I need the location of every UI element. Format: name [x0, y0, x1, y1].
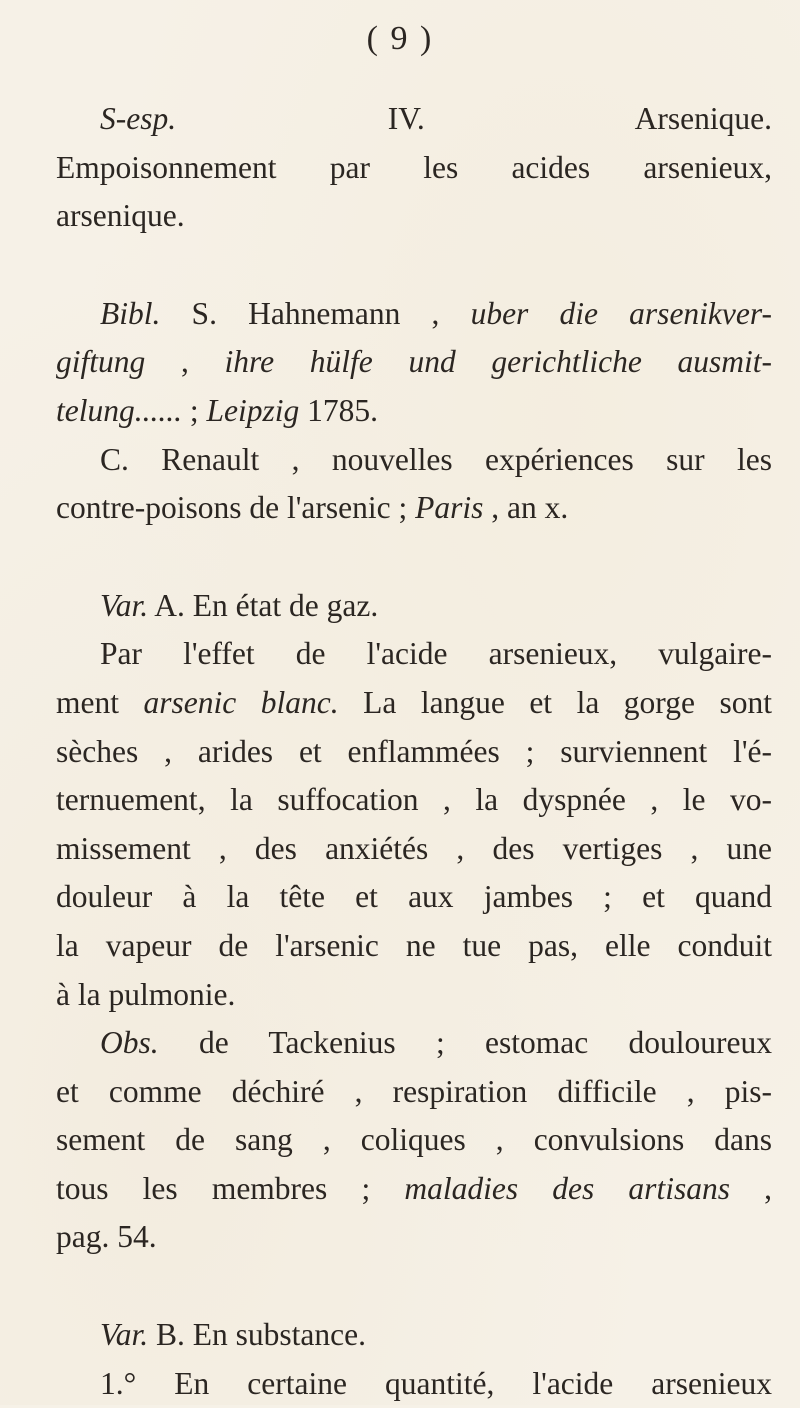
paragraph-gap [56, 533, 772, 582]
paragraph-gap [56, 1262, 772, 1311]
body-text [56, 95, 772, 1408]
species-heading: S-esp. IV. Arsenique. [100, 101, 772, 136]
variety-heading: Var. B. En substance. [100, 1317, 366, 1353]
bibliography-line: giftung , ihre hülfe und gerichtliche ausmit- [56, 344, 773, 380]
page-number: ( 9 ) [366, 20, 434, 57]
text-line: missement , des anxiétés , des vertiges , une [56, 830, 772, 866]
bibliography-line: Bibl. S. Hahnemann , uber die arsenikver- [100, 295, 772, 331]
paragraph-gap [56, 241, 772, 290]
text-line: ment arsenic blanc. La langue et la gorge sont [56, 684, 772, 720]
bibliography-line: contre-poisons de l'arsenic ; Paris , an x. [56, 490, 569, 526]
text-line: à la pulmonie. [56, 976, 236, 1012]
text-line: 1.° En certaine quantité, l'acide arsenieux [100, 1365, 772, 1401]
text-line: sement de sang , coliques , convulsions dans [56, 1122, 772, 1158]
bibliography-line: telung...... ; Leipzig 1785. [56, 392, 379, 428]
text-line: pag. 54. [56, 1219, 157, 1255]
text-line: et comme déchiré , respiration difficile , pis- [56, 1073, 772, 1109]
text-line: tous les membres ; maladies des artisans , [56, 1170, 773, 1206]
text-line: arsenique. [56, 198, 185, 234]
bibliography-line: C. Renault , nouvelles expériences sur les [100, 441, 772, 477]
text-line: ternuement, la suffocation , la dyspnée , le vo- [56, 782, 772, 818]
text-line: douleur à la tête et aux jambes ; et quand [56, 879, 772, 915]
text-line: la vapeur de l'arsenic ne tue pas, elle conduit [56, 927, 772, 963]
observation-line: Obs. de Tackenius ; estomac douloureux [100, 1025, 772, 1061]
text-line: Empoisonnement par les acides arsenieux, [56, 149, 772, 185]
variety-heading: Var. A. En état de gaz. [100, 587, 379, 623]
text-line: Par l'effet de l'acide arsenieux, vulgaire- [100, 636, 772, 672]
text-line: sèches , arides et enflammées ; surviennent l'é- [56, 733, 772, 769]
